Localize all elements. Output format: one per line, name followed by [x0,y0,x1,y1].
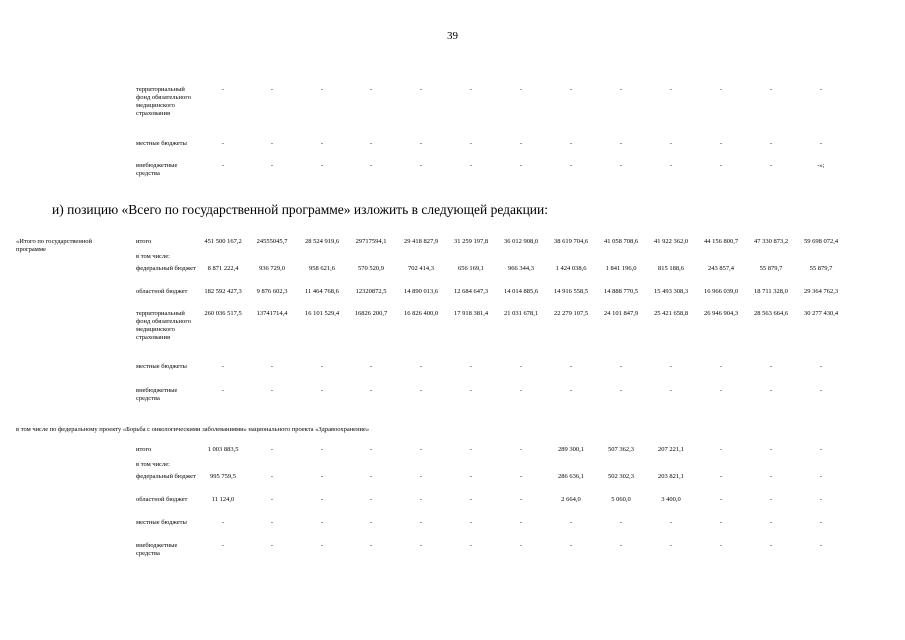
value-cell: - [320,140,324,147]
value-cell: - [819,363,823,370]
value-cell: - [569,519,573,526]
row-label: в том числе: [136,461,170,468]
value-cell: - [221,162,225,169]
value-cell: 28 563 664,6 [753,310,789,317]
value-cell: 1 424 038,6 [555,265,587,272]
value-cell: - [719,140,723,147]
value-cell: 2 664,0 [561,496,581,503]
value-cell: - [619,363,623,370]
row-label: федеральный бюджет [136,473,196,480]
value-cell: 289 300,1 [558,446,584,453]
value-cell: - [221,519,225,526]
value-cell: 29717594,1 [355,238,387,245]
value-cell: 22 279 107,5 [553,310,589,317]
value-cell: 1 841 196,0 [605,265,637,272]
value-cell: 26 946 904,3 [703,310,739,317]
value-cell: - [270,86,274,93]
value-cell: - [719,86,723,93]
value-cell: - [519,86,523,93]
value-cell: - [619,140,623,147]
value-cell: 38 619 704,6 [553,238,589,245]
row-label: внебюджетные средства [136,387,178,403]
value-cell: - [519,542,523,549]
value-cell: - [270,140,274,147]
value-cell: - [419,140,423,147]
value-cell: - [270,473,274,480]
value-cell: - [519,446,523,453]
section-heading: и) позицию «Всего по государственной программе» изложить в следующей редакции: [52,202,548,217]
value-cell: - [769,86,773,93]
value-cell: 502 302,3 [608,473,634,480]
value-cell: - [619,387,623,394]
value-cell: - [619,86,623,93]
value-cell: 29 364 762,3 [803,288,839,295]
value-cell: - [469,473,473,480]
value-cell: 12 684 647,3 [453,288,489,295]
value-cell: 28 524 919,6 [304,238,340,245]
value-cell: - [569,86,573,93]
row-label: в том числе: [136,253,170,260]
value-cell: 16 826 400,0 [403,310,439,317]
value-cell: 36 012 908,0 [503,238,539,245]
value-cell: - [669,387,673,394]
value-cell: - [419,519,423,526]
value-cell: - [569,162,573,169]
value-cell: 203 821,1 [658,473,684,480]
value-cell: 570 520,9 [358,265,384,272]
value-cell: - [469,387,473,394]
value-cell: 8 871 222,4 [207,265,239,272]
value-cell: - [419,86,423,93]
value-cell: 21 031 678,1 [503,310,539,317]
value-cell: - [469,363,473,370]
value-cell: - [369,140,373,147]
value-cell: 260 036 517,5 [204,310,242,317]
value-cell: - [320,162,324,169]
value-cell: - [369,473,373,480]
value-cell: - [270,387,274,394]
value-cell: 55 879,7 [809,265,833,272]
value-cell: - [519,519,523,526]
value-cell: 507 362,3 [608,446,634,453]
value-cell: - [819,496,823,503]
value-cell: 11 464 768,6 [305,288,339,295]
value-cell: 14 916 558,5 [553,288,589,295]
value-cell: - [270,519,274,526]
value-cell: - [419,542,423,549]
row-label: внебюджетные средства [136,162,178,178]
value-cell: - [769,363,773,370]
value-cell: - [320,519,324,526]
value-cell: - [419,446,423,453]
value-cell: 815 188,6 [658,265,684,272]
value-cell: 25 421 658,8 [653,310,689,317]
value-cell: 13741714,4 [256,310,288,317]
value-cell: 17 918 381,4 [453,310,489,317]
value-cell: - [719,519,723,526]
value-cell: 41 922 362,0 [653,238,689,245]
value-cell: 995 759,5 [210,473,236,480]
value-cell: 24555045,7 [256,238,288,245]
value-cell: 9 876 602,3 [256,288,288,295]
value-cell: - [519,162,523,169]
value-cell: 59 698 072,4 [803,238,839,245]
value-cell: 702 414,3 [408,265,434,272]
value-cell: - [270,542,274,549]
value-cell: - [419,473,423,480]
value-cell: - [469,140,473,147]
program-total-label: «Итого по государственной программе [16,238,93,254]
row-label: итого [136,446,152,453]
value-cell: - [819,519,823,526]
value-cell: - [669,519,673,526]
value-cell: - [221,542,225,549]
value-cell: - [719,446,723,453]
value-cell: 207 221,1 [658,446,684,453]
value-cell: 286 636,1 [558,473,584,480]
value-cell: - [719,496,723,503]
value-cell: - [819,542,823,549]
value-cell: - [320,473,324,480]
value-cell: - [469,446,473,453]
value-cell: - [569,140,573,147]
value-cell: - [419,363,423,370]
value-cell: - [419,162,423,169]
row-label: территориальный фонд обязательного медицинского страхования [136,86,191,118]
value-cell: - [769,473,773,480]
value-cell: - [221,363,225,370]
value-cell: 182 592 427,3 [204,288,242,295]
value-cell: - [719,162,723,169]
value-cell: 1 003 883,5 [207,446,239,453]
value-cell: - [669,140,673,147]
value-cell: - [369,542,373,549]
value-cell: 11 124,0 [211,496,235,503]
value-cell: 14 888 770,5 [603,288,639,295]
value-cell: - [369,446,373,453]
value-cell: 16826 200,7 [354,310,388,317]
value-cell: - [519,140,523,147]
value-cell: - [519,387,523,394]
value-cell: - [270,363,274,370]
row-label: местные бюджеты [136,363,187,370]
value-cell: - [819,140,823,147]
value-cell: - [819,387,823,394]
value-cell: -»; [817,162,825,169]
value-cell: - [769,519,773,526]
value-cell: - [469,496,473,503]
value-cell: 3 400,0 [661,496,681,503]
value-cell: - [270,496,274,503]
value-cell: 656 169,1 [458,265,484,272]
value-cell: - [619,542,623,549]
value-cell: - [469,519,473,526]
value-cell: - [669,86,673,93]
value-cell: 18 711 328,0 [754,288,788,295]
value-cell: - [419,496,423,503]
value-cell: - [369,363,373,370]
value-cell: - [769,387,773,394]
value-cell: - [619,162,623,169]
value-cell: - [769,140,773,147]
value-cell: 936 729,0 [259,265,285,272]
value-cell: 966 344,3 [508,265,534,272]
value-cell: 41 058 708,6 [603,238,639,245]
value-cell: - [469,542,473,549]
page-number: 39 [447,30,458,42]
value-cell: - [669,542,673,549]
value-cell: - [270,162,274,169]
value-cell: - [719,473,723,480]
value-cell: - [569,387,573,394]
value-cell: 16 966 039,0 [703,288,739,295]
row-label: территориальный фонд обязательного медицинского страхования [136,310,191,342]
value-cell: 47 330 873,2 [753,238,789,245]
value-cell: 24 101 847,9 [603,310,639,317]
value-cell: - [221,387,225,394]
value-cell: - [369,519,373,526]
value-cell: 16 101 529,4 [304,310,340,317]
value-cell: - [619,519,623,526]
row-label: федеральный бюджет [136,265,196,272]
value-cell: - [320,86,324,93]
value-cell: 12320872,5 [355,288,387,295]
row-label: областной бюджет [136,496,188,503]
value-cell: 15 493 308,3 [653,288,689,295]
value-cell: 14 014 885,6 [503,288,539,295]
value-cell: 14 890 013,6 [403,288,439,295]
row-label: внебюджетные средства [136,542,178,558]
value-cell: - [369,496,373,503]
value-cell: - [320,542,324,549]
value-cell: - [320,496,324,503]
value-cell: - [519,473,523,480]
value-cell: - [519,496,523,503]
value-cell: - [419,387,423,394]
value-cell: - [769,542,773,549]
value-cell: 44 156 800,7 [703,238,739,245]
value-cell: - [819,446,823,453]
value-cell: 243 857,4 [708,265,734,272]
value-cell: - [719,363,723,370]
row-label: местные бюджеты [136,140,187,147]
value-cell: - [221,86,225,93]
value-cell: 451 500 167,2 [204,238,242,245]
value-cell: - [719,387,723,394]
value-cell: 31 259 197,8 [453,238,489,245]
value-cell: - [369,162,373,169]
value-cell: - [320,446,324,453]
value-cell: 5 060,0 [611,496,631,503]
value-cell: - [270,446,274,453]
value-cell: - [669,363,673,370]
value-cell: - [320,387,324,394]
value-cell: 30 277 430,4 [803,310,839,317]
value-cell: - [369,387,373,394]
value-cell: - [819,86,823,93]
value-cell: - [569,363,573,370]
value-cell: - [519,363,523,370]
value-cell: - [769,162,773,169]
value-cell: - [719,542,723,549]
value-cell: - [469,86,473,93]
value-cell: 55 879,7 [759,265,783,272]
value-cell: - [819,473,823,480]
value-cell: - [469,162,473,169]
value-cell: - [221,140,225,147]
value-cell: - [320,363,324,370]
value-cell: - [669,162,673,169]
row-label: местные бюджеты [136,519,187,526]
value-cell: 958 621,6 [309,265,335,272]
row-label: итого [136,238,152,245]
row-label: областной бюджет [136,288,188,295]
value-cell: - [369,86,373,93]
federal-project-note: в том числе по федеральному проекту «Борьба с онкологическими заболеваниями» национального проекта «Здравоохранение» [16,426,370,433]
value-cell: - [569,542,573,549]
value-cell: 29 418 827,9 [403,238,439,245]
value-cell: - [769,496,773,503]
value-cell: - [769,446,773,453]
